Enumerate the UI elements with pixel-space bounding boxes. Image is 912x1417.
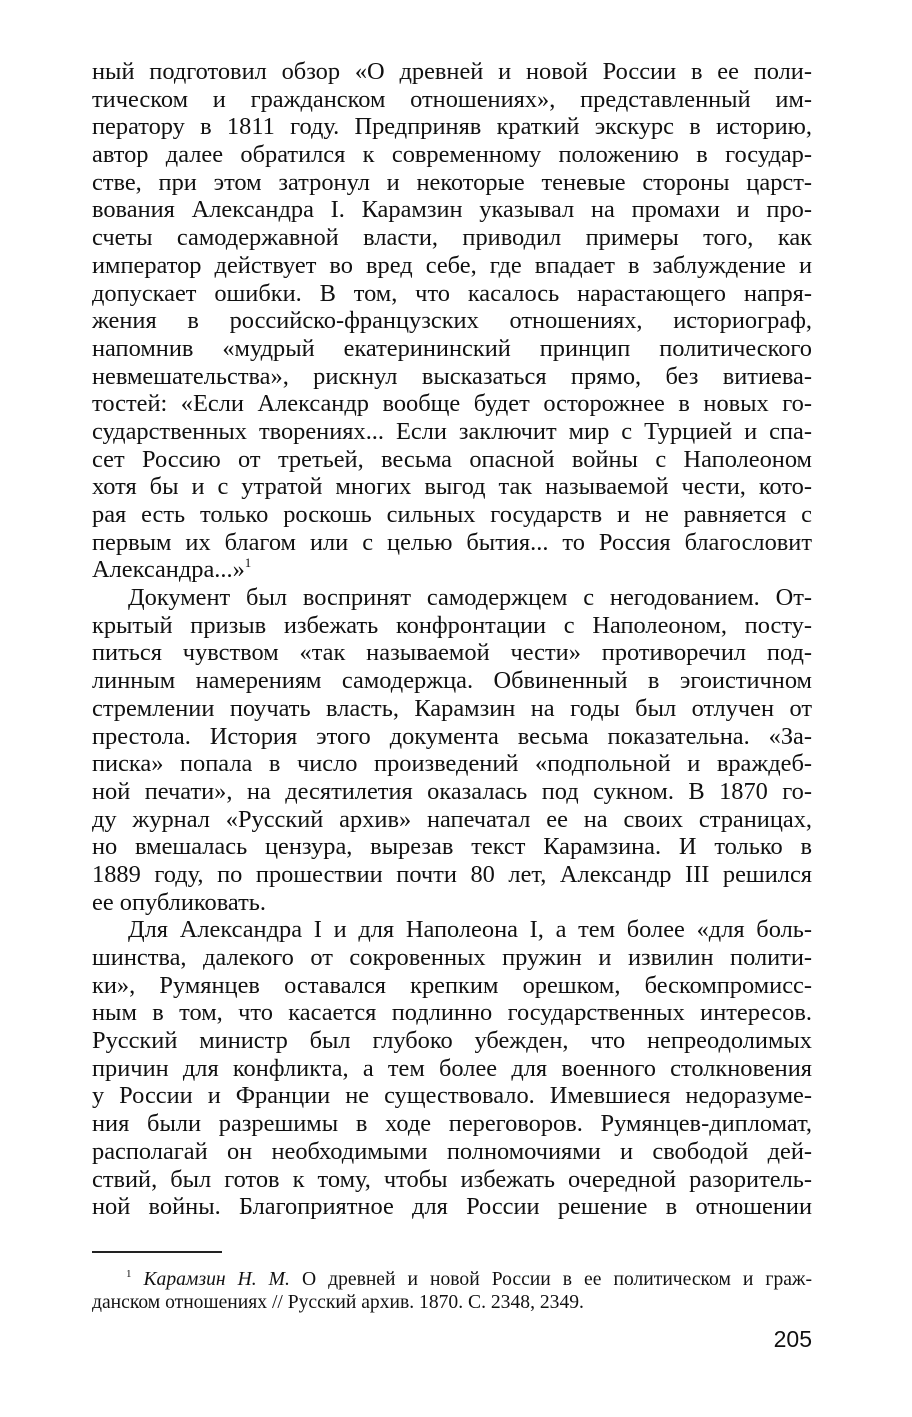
text-line: автор далее обратился к современному положению в государ- <box>92 141 812 169</box>
footnote-title: О древней и новой России в ее политическом и граж- <box>301 1269 812 1290</box>
text-line: вования Александра I. Карамзин указывал на промахи и про- <box>92 196 812 224</box>
text-line: шинства, далекого от сокровенных пружин и извилин полити- <box>92 944 812 971</box>
text-line: Для Александра I и для Наполеона I, а тем более «для боль- <box>128 916 812 944</box>
footnote-line <box>92 1268 812 1291</box>
page-number: 205 <box>773 1326 812 1352</box>
text-line: ным в том, что касается подлинно государственных интересов. <box>92 999 812 1027</box>
text-line: Документ был воспринят самодержцем с негодованием. От- <box>128 584 812 612</box>
footnote-line: данском отношениях // Русский архив. 1870. С. 2348, 2349. <box>92 1292 584 1313</box>
text-line: но вмешалась цензура, вырезав текст Карамзина. И только в <box>92 833 812 861</box>
footnote-number: 1 <box>126 1268 132 1280</box>
footnote-author: Карамзин Н. М. <box>143 1269 290 1290</box>
paragraph-3 <box>92 916 812 1221</box>
text-line: престола. История этого документа весьма показательна. «За- <box>92 722 812 750</box>
text-line: ду журнал «Русский архив» напечатал ее на своих страницах, <box>92 805 812 833</box>
text-line: невмешательства», рискнул высказаться прямо, без витиева- <box>92 362 812 390</box>
text-line: линным намерениям самодержца. Обвиненный в эгоистичном <box>92 667 812 695</box>
text-line: ствий, был готов к тому, чтобы избежать очередной разоритель- <box>92 1165 812 1193</box>
text-line: стремлении поучать власть, Карамзин на годы был отлучен от <box>92 694 812 722</box>
footnote-reference[interactable]: 1 <box>244 555 252 571</box>
text-line: тостей: «Если Александр вообще будет осторожнее в новых го- <box>92 390 812 418</box>
text-line: напомнив «мудрый екатерининский принцип политического <box>92 334 812 362</box>
text-line: ния были разрешимы в ходе переговоров. Румянцев-дипломат, <box>92 1110 812 1138</box>
paragraph-2 <box>92 584 812 916</box>
text-line: император действует во вред себе, где впадает в заблуждение и <box>92 251 812 279</box>
text-line: располагай он необходимыми полномочиями и свободой дей- <box>92 1137 812 1165</box>
text-line: Русский министр был глубоко убежден, что непреодолимых <box>92 1027 812 1055</box>
text-line: ной печати», на десятилетия оказалась под сукном. В 1870 го- <box>92 777 812 805</box>
text-line: счеты самодержавной власти, приводил примеры того, как <box>92 224 812 252</box>
text-line: 1889 году, по прошествии почти 80 лет, Александр III решился <box>92 860 812 888</box>
text-line: питься чувством «так называемой чести» противоречил под- <box>92 639 812 667</box>
text-line: тическом и гражданском отношениях», представленный им- <box>92 85 812 113</box>
text-line <box>92 556 812 584</box>
paragraph-1 <box>92 58 812 584</box>
footnote <box>92 1268 812 1314</box>
text-line: ной войны. Благоприятное для России решение в отношении <box>92 1193 812 1221</box>
text-line: крытый призыв избежать конфронтации с Наполеоном, посту- <box>92 611 812 639</box>
text-line: у России и Франции не существовало. Имевшиеся недоразуме- <box>92 1082 812 1110</box>
text-line: жения в российско-французских отношениях, историограф, <box>92 307 812 335</box>
text-line: первым их благом или с целью бытия... то Россия благословит <box>92 528 812 556</box>
text-line: допускает ошибки. В том, что касалось нарастающего напря- <box>92 279 812 307</box>
page-body <box>92 58 812 1221</box>
text-line: ператору в 1811 году. Предприняв краткий экскурс в историю, <box>92 113 812 141</box>
text-line: сет Россию от третьей, весьма опасной войны с Наполеоном <box>92 445 812 473</box>
text-line: ный подготовил обзор «О древней и новой России в ее поли- <box>92 58 812 85</box>
text-line: стве, при этом затронул и некоторые теневые стороны царст- <box>92 168 812 196</box>
text-line: причин для конфликта, а тем более для военного столкновения <box>92 1054 812 1082</box>
footnote-separator <box>92 1251 222 1253</box>
text-line: писка» попала в число произведений «подпольной и враждеб- <box>92 750 812 778</box>
text-line: ее опубликовать. <box>92 888 266 916</box>
text-line: рая есть только роскошь сильных государств и не равняется с <box>92 501 812 528</box>
text-line-content: Александра...» <box>92 556 245 584</box>
main-text <box>92 58 812 1221</box>
text-line: сударственных творениях... Если заключит мир с Турцией и спа- <box>92 417 812 445</box>
text-line: ки», Румянцев оставался крепким орешком, бескомпромисс- <box>92 971 812 999</box>
text-line: хотя бы и с утратой многих выгод так называемой чести, кото- <box>92 473 812 501</box>
